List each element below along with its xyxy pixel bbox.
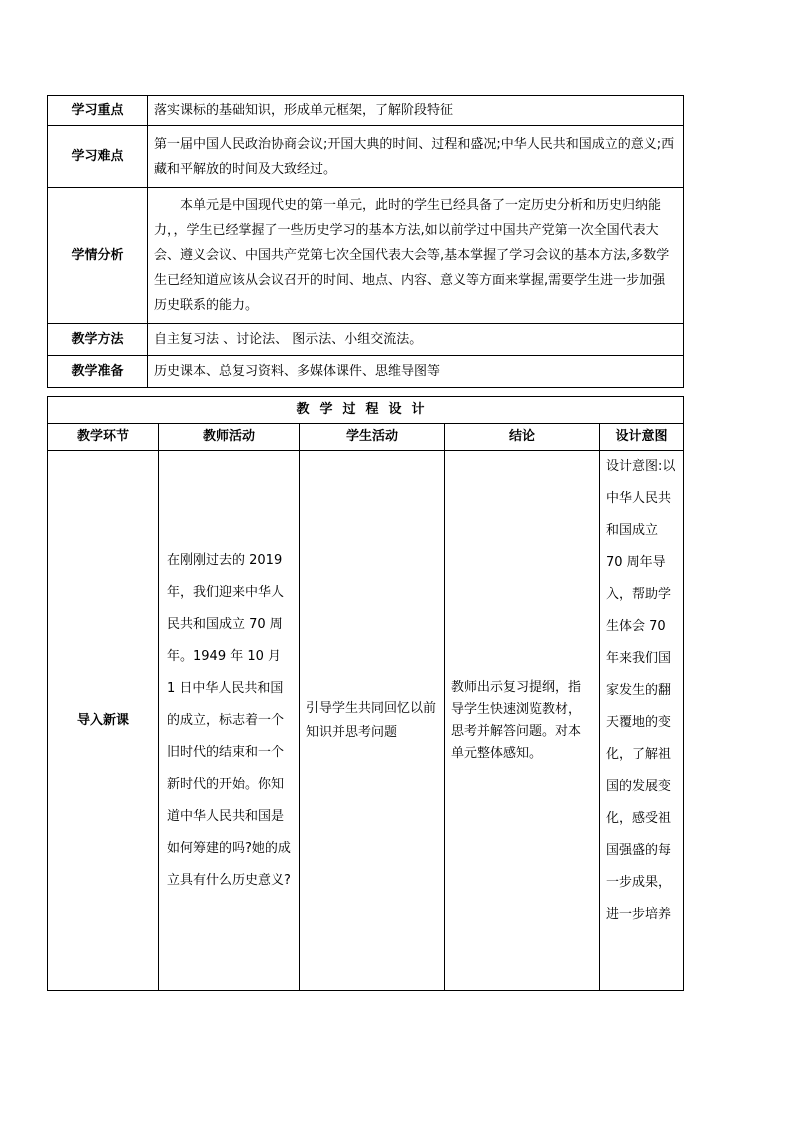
row-difficulties	[48, 126, 684, 188]
conclusion-cell: 教师出示复习提纲，指导学生快速浏览教材，思考并解答问题。对本单元整体感知。	[445, 451, 600, 991]
header-teacher-activity: 教师活动	[159, 424, 300, 451]
stage-cell: 导入新课	[48, 451, 159, 991]
header-design-purpose: 设计意图	[600, 424, 684, 451]
design-purpose-cell: 设计意图:以中华人民共和国成立 70 周年导入，帮助学生体会 70 年来我们国家发生的翻天覆地的变化，了解祖国的发展变化，感受祖国强盛的每一步成果，进一步培养	[600, 451, 684, 991]
preparation-label: 教学准备	[48, 356, 148, 388]
teaching-methods-label: 教学方法	[48, 324, 148, 356]
key-points-label: 学习重点	[48, 96, 148, 126]
student-analysis-label: 学情分析	[48, 188, 148, 324]
key-points-content: 落实课标的基础知识，形成单元框架，了解阶段特征	[148, 96, 684, 126]
process-title-row	[48, 397, 684, 424]
process-row-intro	[48, 451, 684, 991]
header-conclusion: 结论	[445, 424, 600, 451]
lesson-info-table	[47, 95, 684, 388]
row-preparation	[48, 356, 684, 388]
student-analysis-content: 本单元是中国现代史的第一单元，此时的学生已经具备了一定历史分析和历史归纳能力，，学生已经掌握了一些历史学习的基本方法,如以前学过中国共产党第一次全国代表大会、遵义会议、中国共产党第七次全国代表大会等,基本掌握了学习会议的基本方法,多数学生已经知道应该从会议召开的时间、地点、内容、意义等方面来掌握,需要学生进一步加强历史联系的能力。	[148, 188, 684, 324]
difficulties-content: 第一届中国人民政治协商会议;开国大典的时间、过程和盛况;中华人民共和国成立的意义;西藏和平解放的时间及大致经过。	[148, 126, 684, 188]
header-student-activity: 学生活动	[300, 424, 445, 451]
teaching-process-table	[47, 396, 684, 991]
process-header-row	[48, 424, 684, 451]
row-teaching-methods	[48, 324, 684, 356]
preparation-content: 历史课本、总复习资料、多媒体课件、思维导图等	[148, 356, 684, 388]
row-key-points	[48, 96, 684, 126]
difficulties-label: 学习难点	[48, 126, 148, 188]
student-activity-cell: 引导学生共同回忆以前知识并思考问题	[300, 451, 445, 991]
row-student-analysis	[48, 188, 684, 324]
teaching-methods-content: 自主复习法 、讨论法、 图示法、小组交流法。	[148, 324, 684, 356]
header-stage: 教学环节	[48, 424, 159, 451]
teacher-activity-cell: 在刚刚过去的 2019 年，我们迎来中华人民共和国成立 70 周年。1949 年 10 月 1 日中华人民共和国的成立，标志着一个旧时代的结束和一个新时代的开始。你知道中华人民共和国是如何筹建的吗?她的成立具有什么历史意义?	[159, 451, 300, 991]
process-title: 教学过程设计	[48, 397, 684, 424]
